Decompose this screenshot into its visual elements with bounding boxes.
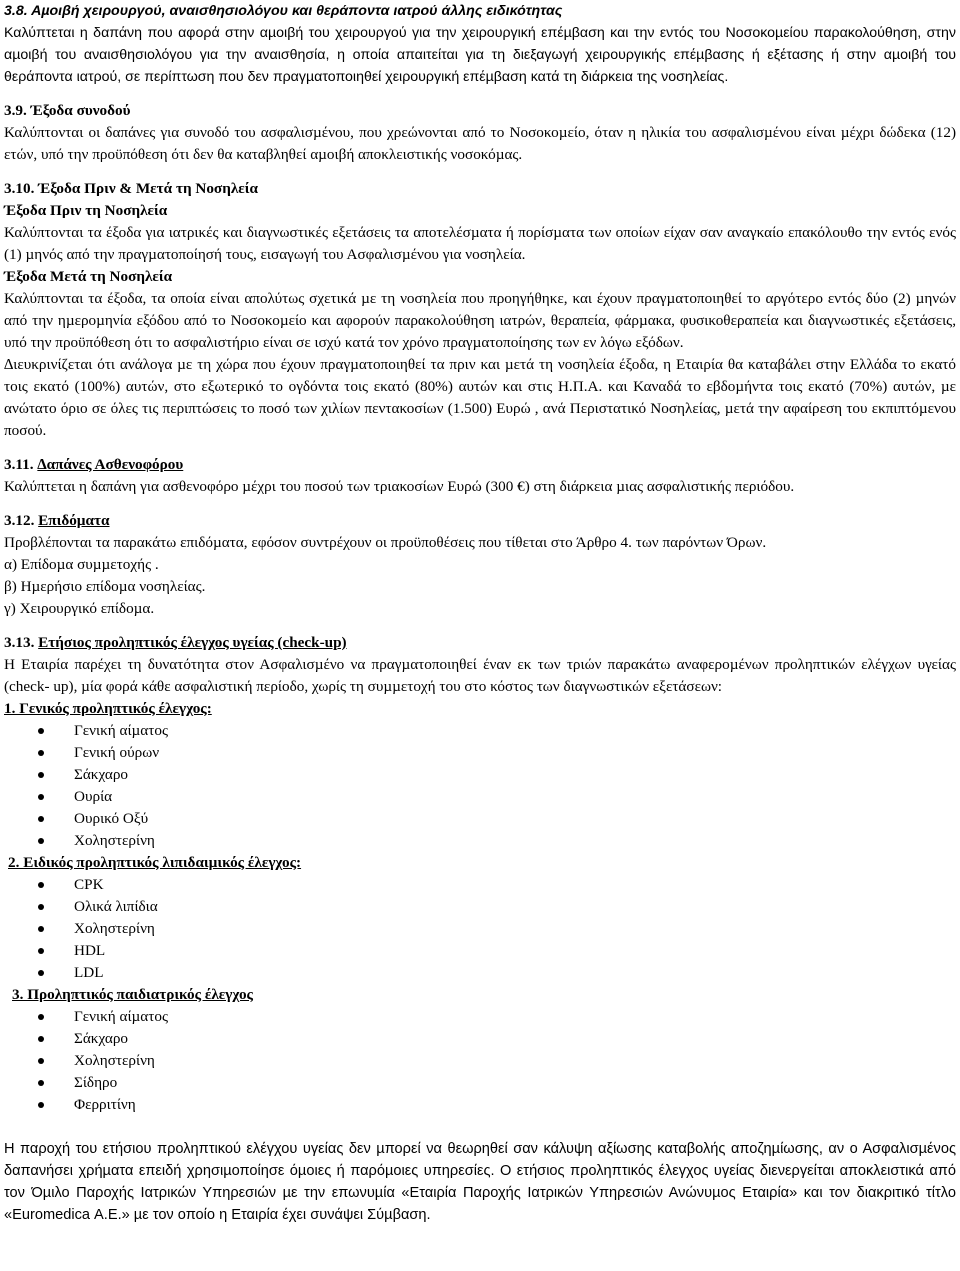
checkup-list-pediatric (4, 1006, 956, 1116)
list-item: Γενική ούρων (4, 742, 956, 764)
checkup-group-title: 1. Γενικός προληπτικός έλεγχος: (4, 700, 212, 717)
list-item: Γενική αίµατος (4, 720, 956, 742)
section-3-8-title: 3.8. Αµοιβή χειρουργού, αναισθησιολόγου και θεράποντα ιατρού άλλης ειδικότητας (4, 3, 563, 19)
bullet-icon (38, 948, 44, 954)
bullet-icon (38, 728, 44, 734)
list-item: Χοληστερίνη (4, 830, 956, 852)
list-item: Ολικά λιπίδια (4, 896, 956, 918)
bullet-icon (38, 926, 44, 932)
bullet-icon (38, 904, 44, 910)
bullet-icon (38, 816, 44, 822)
bullet-icon (38, 1102, 44, 1108)
section-3-12 (4, 510, 956, 620)
bullet-icon (38, 1080, 44, 1086)
checkup-group-title: 3. Προληπτικός παιδιατρικός έλεγχος (12, 986, 253, 1003)
section-3-13-title-text: Ετήσιος προληπτικός έλεγχος υγείας (check-up) (38, 634, 347, 651)
pre-hospitalization-title: Έξοδα Πριν τη Νοσηλεία (4, 202, 168, 219)
section-3-11-title (4, 454, 956, 476)
bullet-icon (38, 1058, 44, 1064)
section-3-8 (4, 0, 956, 88)
pre-hospitalization-body: Καλύπτονται τα έξοδα για ιατρικές και διαγνωστικές εξετάσεις τα αποτελέσµατα ή πορίσµατα των οποίων είχαν σαν αναγκαίο επακόλουθο την εντός ενός (1) µηνός από την πραγµατοποίησή τους, εισαγωγή του Ασφαλισµένου για νοσηλεία. (4, 224, 956, 263)
post-hospitalization-body: Καλύπτονται τα έξοδα, τα οποία είναι απολύτως σχετικά µε τη νοσηλεία που προηγήθηκε, και έχουν πραγµατοποιηθεί το αργότερο εντός δύο (2) µηνών από την ηµεροµηνία εξόδου από το Νοσοκοµείο και αφορούν παρακολούθηση ιατρών, θεραπεία, φάρµακα, φυσικοθεραπεία και διαγνωστικές εξετάσεις, υπό την προϋπόθεση ότι το ασφαλιστήριο είναι σε ισχύ κατά τον χρόνο πραγµατοποίησης των εν λόγω εξόδων. (4, 290, 956, 351)
section-3-12-intro: Προβλέπονται τα παρακάτω επιδόµατα, εφόσον συντρέχουν οι προϋποθέσεις που τίθεται στο Άρθρο 4. των παρόντων Όρων. (4, 534, 767, 551)
checkup-closing-paragraph: Η παροχή του ετήσιου προληπτικού ελέγχου υγείας δεν µπορεί να θεωρηθεί σαν κάλυψη αξίωσης καταβολής αποζηµίωσης, αν ο Ασφαλισµένος δαπανήσει χρήµατα επειδή χρησιµοποίησε όµοιες ή παρόµοιες υπηρεσίες. Ο ετήσιος προληπτικός έλεγχος υγείας διενεργείται αποκλειστικά από τον Όµιλο Παροχής Ιατρικών Υπηρεσιών µε την επωνυµία «Εταιρία Παροχής Ιατρικών Υπηρεσιών Ανώνυµος Εταιρία» και τον διακριτικό τίτλο «Euromedica Α.Ε.» µε τον οποίο η Εταιρία έχει συνάψει Σύµβαση. (4, 1141, 956, 1223)
section-3-12-title-text: Επιδόµατα (38, 512, 110, 529)
section-3-10-title: 3.10. Έξοδα Πριν & Μετά τη Νοσηλεία (4, 180, 258, 197)
bullet-icon (38, 772, 44, 778)
checkup-list-lipid (4, 874, 956, 984)
bullet-icon (38, 838, 44, 844)
bullet-icon (38, 882, 44, 888)
section-3-9-title: 3.9. Έξοδα συνοδού (4, 102, 131, 119)
list-item: Φερριτίνη (4, 1094, 956, 1116)
allowance-item: α) Επίδοµα συµµετοχής . (4, 556, 159, 573)
bullet-icon (38, 750, 44, 756)
bullet-icon (38, 970, 44, 976)
checkup-group-title: 2. Ειδικός προληπτικός λιπιδαιµικός έλεγχος: (8, 854, 302, 871)
list-item: Ουρικό Οξύ (4, 808, 956, 830)
section-3-9 (4, 100, 956, 166)
list-item: CPK (4, 874, 956, 896)
section-3-11 (4, 454, 956, 498)
section-3-9-body: Καλύπτονται οι δαπάνες για συνοδό του ασφαλισµένου, που χρεώνονται από το Νοσοκοµείο, όταν η ηλικία του ασφαλισµένου είναι µέχρι δώδεκα (12) ετών, υπό την προϋπόθεση ότι δεν θα καταβληθεί αµοιβή αποκλειστικής νοσοκόµας. (4, 124, 956, 163)
list-item: Σάκχαρο (4, 1028, 956, 1050)
list-item: Σάκχαρο (4, 764, 956, 786)
section-3-13-title (4, 632, 956, 654)
list-item: Γενική αίµατος (4, 1006, 956, 1028)
bullet-icon (38, 1014, 44, 1020)
allowance-item: γ) Χειρουργικό επίδοµα. (4, 600, 155, 617)
section-3-8-body: Καλύπτεται η δαπάνη που αφορά στην αµοιβή του χειρουργού για την χειρουργική επέµβαση και την εντός του Νοσοκοµείου παρακολούθηση, στην αµοιβή του αναισθησιολόγου για την αναισθησία, η οποία απαιτείται για τη διεξαγωγή χειρουργικής επέµβασης ή εξέτασης ή στην αµοιβή του θεράποντα ιατρού, σε περίπτωση που δεν πραγµατοποιηθεί χειρουργική επέµβαση κατά τη διάρκεια της νοσηλείας. (4, 25, 956, 85)
list-item: HDL (4, 940, 956, 962)
list-item: Χοληστερίνη (4, 918, 956, 940)
section-3-13-intro: Η Εταιρία παρέχει τη δυνατότητα στον Ασφαλισµένο να πραγµατοποιηθεί έναν εκ των τριών παρακάτω αναφεροµένων προληπτικών ελέγχων υγείας (check- up), µία φορά κάθε ασφαλιστική περίοδο, χωρίς τη συµµετοχή του στο κόστος των διαγνωστικών εξετάσεων: (4, 656, 956, 695)
list-item: Ουρία (4, 786, 956, 808)
section-3-13-number: 3.13. (4, 634, 39, 651)
section-3-11-body: Καλύπτεται η δαπάνη για ασθενοφόρο µέχρι του ποσού των τριακοσίων Ευρώ (300 €) στη διάρκεια µιας ασφαλιστικής περιόδου. (4, 478, 795, 495)
allowance-item: β) Ηµερήσιο επίδοµα νοσηλείας. (4, 578, 206, 595)
section-3-13 (4, 632, 956, 1226)
checkup-list-general (4, 720, 956, 852)
section-3-12-number: 3.12. (4, 512, 39, 529)
section-3-10 (4, 178, 956, 442)
section-3-12-title (4, 510, 956, 532)
post-hospitalization-title: Έξοδα Μετά τη Νοσηλεία (4, 268, 173, 285)
list-item: Σίδηρο (4, 1072, 956, 1094)
section-3-11-number: 3.11. (4, 456, 38, 473)
reimbursement-clarification: ∆ιευκρινίζεται ότι ανάλογα µε τη χώρα που έχουν πραγµατοποιηθεί τα πριν και µετά τη νοσηλεία έξοδα, η Εταιρία θα καταβάλει στην Ελλάδα το εκατό τοις εκατό (100%) αυτών, στο εξωτερικό το ογδόντα τοις εκατό (80%) αυτών και στις Η.Π.Α. και Καναδά το εβδοµήντα τοις εκατό (70%) αυτών, µε ανώτατο όριο σε όλες τις περιπτώσεις το ποσό των χιλίων πεντακοσίων (1.500) Ευρώ , ανά Περιστατικό Νοσηλείας, µετά την αφαίρεση του εκπιπτόµενου ποσού. (4, 356, 956, 439)
bullet-icon (38, 794, 44, 800)
list-item: Χοληστερίνη (4, 1050, 956, 1072)
list-item: LDL (4, 962, 956, 984)
bullet-icon (38, 1036, 44, 1042)
section-3-11-title-text: ∆απάνες Ασθενοφόρου (37, 456, 184, 473)
